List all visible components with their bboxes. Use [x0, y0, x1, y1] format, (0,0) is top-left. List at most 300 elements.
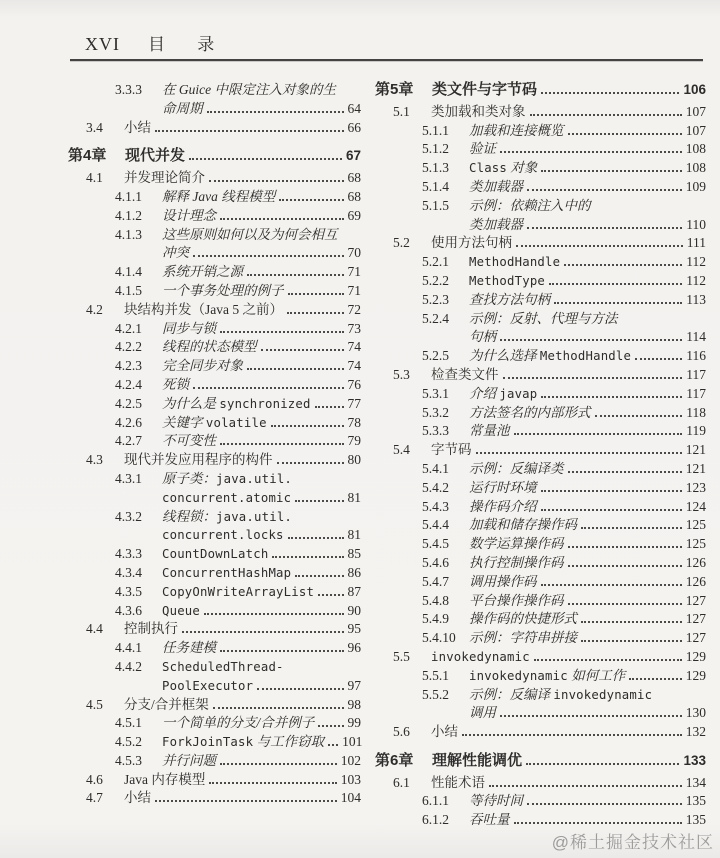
toc-page-number: 74: [347, 339, 361, 355]
dot-leader: [220, 331, 344, 333]
toc-entry-body: [469, 792, 706, 811]
toc-entry-number: 4.1.1: [115, 188, 142, 204]
toc-entry-line: [162, 733, 361, 752]
toc-column-left: [68, 81, 361, 808]
toc-entry-title: 分支/合并框架: [124, 696, 209, 712]
toc-entry-body: [125, 147, 361, 166]
toc-entry-number: 第6章: [375, 751, 414, 769]
dot-leader: [635, 358, 682, 360]
dot-leader: [527, 803, 682, 805]
toc-entry-line: [469, 498, 706, 517]
toc-entry-4.3.2: [68, 508, 361, 546]
toc-entry-body: [431, 234, 706, 253]
toc-entry-4.2.7: [68, 432, 361, 451]
toc-entry-line: [124, 771, 361, 790]
dot-leader: [220, 763, 337, 765]
toc-entry-title: 检查类文件: [431, 366, 499, 382]
toc-entry-5.5.2: [375, 686, 706, 724]
dot-leader: [328, 744, 338, 746]
toc-entry-line: [431, 366, 706, 385]
dot-leader: [193, 387, 344, 389]
dot-leader: [247, 368, 344, 370]
toc-entry-title: Java 内存模型: [124, 771, 206, 787]
toc-entry-continuation: [162, 100, 361, 119]
toc-entry-body: [162, 639, 361, 658]
toc-page-number: 107: [685, 122, 706, 138]
toc-entry-title: Class 对象: [469, 160, 538, 176]
toc-entry-title: 同步与锁: [162, 320, 216, 336]
toc-entry-title: 介绍 javap: [469, 385, 538, 401]
toc-page-number: 135: [685, 793, 706, 809]
toc-entry-body: [469, 422, 706, 441]
toc-entry-line: [469, 554, 706, 573]
toc-entry-4.2.6: [68, 414, 361, 433]
toc-entry-4.6: [68, 771, 361, 790]
dot-leader: [288, 293, 344, 295]
toc-page-number: 127: [685, 611, 706, 627]
toc-entry-title: 并行问题: [162, 752, 216, 768]
toc-entry-number: 4.3.4: [115, 564, 142, 580]
toc-entry-continuation: [469, 704, 706, 723]
toc-entry-title: 块结构并发（Java 5 之前）: [124, 301, 283, 317]
toc-page-number: 111: [686, 235, 706, 251]
toc-entry-line: [469, 535, 706, 554]
toc-entry-6.1: [375, 774, 706, 793]
toc-entry-number: 4.1.5: [115, 282, 142, 298]
toc-entry-body: [162, 564, 361, 583]
toc-entry-5.4.1: [375, 460, 706, 479]
toc-entry-title: 任务建模: [162, 640, 216, 656]
toc-entry-title-continued: concurrent.locks: [162, 528, 284, 543]
toc-entry-number: 4.5.1: [115, 715, 142, 731]
toc-entry-title: 平台操作操作码: [469, 592, 564, 608]
dot-leader: [279, 199, 343, 201]
toc-page-number: 95: [347, 621, 361, 637]
toc-entry-body: [162, 602, 361, 621]
toc-entry-5.4.8: [375, 592, 706, 611]
toc-entry-4.3.4: [68, 564, 361, 583]
toc-entry-line: [469, 140, 706, 159]
toc-entry-5.2.4: [375, 310, 706, 348]
toc-entry-body: [469, 385, 706, 404]
toc-entry-title: 查找方法句柄: [469, 291, 550, 307]
toc-page-number: 121: [685, 460, 706, 476]
toc-entry-title: 数学运算操作码: [469, 536, 564, 552]
toc-entry-6.1.1: [375, 792, 706, 811]
toc-entry-line: [162, 320, 361, 339]
toc-entry-title: 关键字 volatile: [162, 414, 267, 430]
dot-leader: [629, 678, 682, 680]
toc-entry-body: [469, 686, 706, 724]
toc-entry-body: [469, 122, 706, 141]
toc-entry-4.2.1: [68, 320, 361, 339]
toc-entry-body: [124, 169, 361, 188]
dot-leader: [277, 462, 344, 464]
toc-entry-body: [431, 648, 706, 667]
toc-entry-5.1.2: [375, 140, 706, 159]
toc-entry-body: [469, 629, 706, 648]
toc-entry-body: [162, 395, 361, 414]
toc-page-number: 113: [686, 291, 706, 307]
toc-entry-number: 4.4.1: [115, 640, 142, 656]
toc-entry-body: [469, 178, 706, 197]
toc-entry-title: 方法签名的内部形式: [469, 404, 591, 420]
toc-entry-title-continued: PoolExecutor: [162, 678, 254, 693]
toc-entry-5.2.5: [375, 347, 706, 366]
toc-entry-title-continued: 冲突: [162, 245, 189, 261]
toc-entry-line: [431, 441, 706, 460]
toc-page-number: 97: [347, 677, 361, 693]
toc-entry-number: 5.1.1: [422, 122, 449, 138]
toc-entry-4.1: [68, 169, 361, 188]
toc-entry-line: [469, 272, 706, 291]
dot-leader: [568, 471, 682, 473]
toc-page-number: 78: [347, 414, 361, 430]
toc-entry-number: 5.3: [393, 366, 410, 382]
toc-entry-number: 5.5: [393, 648, 410, 664]
toc-entry-4.5: [68, 696, 361, 715]
toc-entry-body: [162, 733, 361, 752]
toc-entry-title: 一个简单的分支/合并例子: [162, 715, 315, 731]
dot-leader: [257, 688, 343, 690]
dot-leader: [500, 151, 682, 153]
toc-entry-line: [431, 648, 706, 667]
toc-entry-title: 线程的状态模型: [162, 339, 257, 355]
toc-entry-5.3.1: [375, 385, 706, 404]
toc-entry-title: Queue: [162, 603, 201, 618]
toc-entry-number: 4.3.1: [115, 470, 142, 486]
toc-entry-line: [162, 545, 361, 564]
toc-entry-line: [469, 686, 706, 705]
toc-page-number: 96: [347, 640, 361, 656]
toc-page-number: 70: [347, 245, 361, 261]
toc-entry-line: [162, 508, 361, 527]
toc-page-number: 101: [342, 734, 363, 750]
toc-entry-number: 5.4.4: [422, 517, 449, 533]
toc-entry-body: [162, 207, 361, 226]
toc-entry-number: 4.3.6: [115, 602, 142, 618]
toc-entry-title: 原子类：java.util.: [162, 470, 293, 486]
toc-entry-body: [469, 592, 706, 611]
toc-entry-5.2.3: [375, 291, 706, 310]
dot-leader: [568, 565, 682, 567]
toc-entry-line: [469, 310, 706, 329]
toc-entry-4.5.2: [68, 733, 361, 752]
toc-entry-title: 加载和连接概览: [469, 122, 564, 138]
toc-entry-line: [162, 432, 361, 451]
toc-page-number: 125: [685, 536, 706, 552]
toc-entry-line: [124, 301, 361, 320]
toc-entry-title: 类文件与字节码: [432, 81, 538, 98]
toc-page-number: 109: [685, 178, 706, 194]
toc-page-number: 117: [686, 385, 706, 401]
toc-entry-4.3.5: [68, 583, 361, 602]
toc-entry-body: [162, 188, 361, 207]
toc-entry-line: [469, 347, 706, 366]
toc-entry-title: 小结: [431, 724, 458, 740]
toc-entry-number: 4.3.2: [115, 508, 142, 524]
toc-entry-line: [162, 226, 361, 245]
toc-entry-line: [162, 207, 361, 226]
toc-entry-title: 现代并发: [125, 147, 186, 165]
toc-entry-title: invokedynamic 如何工作: [469, 667, 626, 683]
toc-entry-title: 线程锁：java.util.: [162, 508, 293, 524]
toc-entry-body: [162, 376, 361, 395]
toc-title: 目 录: [148, 35, 215, 54]
toc-entry-body: [162, 545, 361, 564]
toc-entry-title: 这些原则如何以及为何会相互: [162, 226, 338, 242]
toc-page-number: 87: [347, 583, 361, 599]
toc-entry-title: 不可变性: [162, 433, 216, 449]
dot-leader: [318, 725, 343, 727]
toc-page-number: 129: [685, 667, 706, 683]
toc-entry-4.7: [68, 789, 361, 808]
toc-entry-line: [162, 376, 361, 395]
dot-leader: [500, 339, 682, 341]
toc-entry-line: [469, 122, 706, 141]
toc-page-number: 119: [686, 423, 706, 439]
toc-entry-number: 5.4.10: [422, 630, 456, 646]
toc-entry-title: CountDownLatch: [162, 547, 269, 562]
toc-entry-line: [124, 696, 361, 715]
toc-entry-number: 5.1.5: [422, 197, 449, 213]
toc-page-number: 130: [685, 705, 706, 721]
toc-entry-number: 4.6: [86, 771, 103, 787]
toc-entry-body: [432, 752, 706, 771]
toc-entry-body: [162, 714, 361, 733]
toc-entry-第4章: [68, 147, 361, 166]
toc-entry-line: [162, 357, 361, 376]
toc-entry-title: 小结: [124, 790, 151, 806]
dot-leader: [527, 189, 682, 191]
toc-entry-body: [162, 432, 361, 451]
toc-page-number: 79: [347, 433, 361, 449]
toc-entry-body: [469, 159, 706, 178]
toc-entry-line: [469, 197, 706, 216]
toc-entry-body: [431, 723, 706, 742]
dot-leader: [595, 415, 683, 417]
dot-leader: [271, 425, 344, 427]
toc-entry-4.5.3: [68, 752, 361, 771]
toc-page-number: 81: [347, 489, 361, 505]
toc-entry-body: [124, 301, 361, 320]
toc-entry-5.3.3: [375, 422, 706, 441]
toc-entry-number: 5.6: [393, 724, 410, 740]
toc-entry-line: [125, 147, 361, 166]
toc-entry-5.4.9: [375, 610, 706, 629]
toc-page-number: 64: [347, 100, 361, 116]
toc-entry-number: 3.4: [86, 119, 103, 135]
toc-entry-title: 并发理论简介: [124, 170, 205, 186]
toc-entry-number: 4.3.3: [115, 546, 142, 562]
toc-entry-body: [469, 197, 706, 235]
toc-entry-title: 吞吐量: [469, 812, 510, 828]
toc-entry-4.3.1: [68, 470, 361, 508]
toc-entry-5.4.7: [375, 573, 706, 592]
toc-entry-title: 设计理念: [162, 207, 216, 223]
toc-entry-number: 4.1.2: [115, 207, 142, 223]
toc-entry-body: [162, 226, 361, 264]
toc-entry-line: [469, 178, 706, 197]
toc-entry-line: [162, 602, 361, 621]
toc-entry-body: [469, 404, 706, 423]
toc-entry-line: [432, 752, 706, 771]
toc-page-number: 85: [347, 546, 361, 562]
toc-entry-title: 操作码的快捷形式: [469, 611, 577, 627]
toc-entry-line: [469, 573, 706, 592]
toc-entry-title: 系统开销之源: [162, 264, 243, 280]
page-header: [85, 30, 703, 55]
toc-entry-continuation: [162, 489, 361, 508]
toc-entry-number: 5.4.6: [422, 554, 449, 570]
toc-entry-line: [469, 422, 706, 441]
toc-entry-number: 4.2.1: [115, 320, 142, 336]
toc-entry-number: 5.4.9: [422, 611, 449, 627]
header-page-number: XVI: [85, 34, 120, 54]
toc-entry-line: [162, 188, 361, 207]
toc-entry-body: [469, 479, 706, 498]
dot-leader: [182, 631, 344, 633]
toc-entry-number: 5.4.1: [422, 460, 449, 476]
toc-page-number: 126: [685, 554, 706, 570]
toc-entry-title: 加载和储存操作码: [469, 517, 577, 533]
toc-entry-title: ConcurrentHashMap: [162, 565, 292, 580]
toc-entry-body: [124, 696, 361, 715]
toc-entry-title: 示例：反编译 invokedynamic: [469, 686, 653, 702]
toc-entry-body: [469, 460, 706, 479]
dot-leader: [534, 659, 682, 661]
toc-entry-number: 5.1: [393, 103, 410, 119]
toc-page-number: 106: [683, 82, 706, 97]
toc-entry-line: [469, 253, 706, 272]
toc-page-number: 129: [685, 648, 706, 664]
toc-page-number: 66: [347, 119, 361, 135]
toc-entry-line: [469, 792, 706, 811]
toc-page-number: 90: [347, 602, 361, 618]
toc-entry-title: 类加载器: [469, 178, 523, 194]
dot-leader: [516, 245, 683, 247]
toc-entry-5.4.4: [375, 516, 706, 535]
toc-entry-body: [162, 282, 361, 301]
toc-entry-3.4: [68, 119, 361, 138]
dot-leader: [209, 782, 336, 784]
toc-entry-body: [469, 498, 706, 517]
toc-entry-number: 4.1.3: [115, 226, 142, 242]
toc-entry-line: [469, 516, 706, 535]
toc-entry-title: ScheduledThread-: [162, 659, 284, 674]
dot-leader: [581, 621, 682, 623]
toc-entry-line: [431, 234, 706, 253]
toc-entry-5.4.5: [375, 535, 706, 554]
watermark: @稀土掘金技术社区: [551, 833, 714, 852]
toc-entry-number: 4.1: [86, 170, 103, 186]
toc-entry-title: 死锁: [162, 376, 189, 392]
toc-page-number: 135: [685, 812, 706, 828]
dot-leader: [209, 180, 344, 182]
toc-entry-body: [124, 451, 361, 470]
toc-entry-title: 完全同步对象: [162, 358, 243, 374]
dot-leader: [489, 785, 682, 787]
toc-entry-continuation: [469, 216, 706, 235]
toc-entry-number: 4.2.4: [115, 376, 142, 392]
toc-entry-title: 解释 Java 线程模型: [162, 188, 276, 204]
dot-leader: [526, 763, 679, 765]
dot-leader: [527, 227, 682, 229]
dot-leader: [220, 650, 344, 652]
toc-page-number: 112: [686, 272, 706, 288]
toc-page-number: 126: [685, 573, 706, 589]
toc-entry-5.1: [375, 103, 706, 122]
toc-entry-title: ForkJoinTask 与工作窃取: [162, 734, 325, 750]
toc-page-number: 107: [685, 103, 706, 119]
toc-entry-number: 4.2.3: [115, 358, 142, 374]
toc-page-number: 134: [685, 774, 706, 790]
toc-entry-body: [162, 658, 361, 696]
toc-entry-number: 4.4.2: [115, 658, 142, 674]
toc-entry-line: [469, 629, 706, 648]
toc-entry-body: [469, 347, 706, 366]
toc-entry-line: [469, 385, 706, 404]
toc-entry-body: [162, 320, 361, 339]
toc-entry-title: 常量池: [469, 423, 510, 439]
toc-entry-title: 为什么选择 MethodHandle: [469, 348, 632, 364]
dot-leader: [541, 509, 682, 511]
toc-entry-5.5.1: [375, 667, 706, 686]
toc-entry-line: [431, 103, 706, 122]
toc-entry-body: [431, 441, 706, 460]
toc-entry-4.1.3: [68, 226, 361, 264]
toc-entry-body: [431, 366, 706, 385]
toc-entry-title: 验证: [469, 141, 496, 157]
toc-page-number: 99: [347, 715, 361, 731]
toc-entry-line: [124, 119, 361, 138]
toc-entry-5.4.2: [375, 479, 706, 498]
toc-entry-title: 一个事务处理的例子: [162, 282, 284, 298]
toc-entry-title: invokedynamic: [431, 649, 530, 664]
toc-entry-number: 3.3.3: [115, 82, 142, 97]
dot-leader: [155, 800, 337, 802]
toc-entry-4.1.4: [68, 263, 361, 282]
toc-entry-title: 示例：依赖注入中的: [469, 197, 591, 213]
toc-entry-body: [162, 583, 361, 602]
toc-page-number: 74: [347, 358, 361, 374]
toc-entry-body: [469, 535, 706, 554]
toc-entry-line: [162, 414, 361, 433]
toc-entry-number: 4.2.6: [115, 414, 142, 430]
toc-entry-line: [469, 479, 706, 498]
toc-entry-line: [469, 610, 706, 629]
toc-page-number: 127: [685, 630, 706, 646]
toc-entry-body: [469, 610, 706, 629]
toc-entry-number: 4.2.5: [115, 395, 142, 411]
toc-entry-number: 5.2.3: [422, 291, 449, 307]
toc-entry-body: [162, 508, 361, 546]
toc-entry-body: [162, 263, 361, 282]
toc-entry-4.3.6: [68, 602, 361, 621]
toc-entry-number: 5.2.4: [422, 310, 449, 326]
toc-page-number: 108: [685, 141, 706, 157]
toc-entry-4.3: [68, 451, 361, 470]
toc-entry-title-continued: 命周期: [162, 100, 203, 116]
toc-entry-title: 性能术语: [431, 774, 485, 790]
dot-leader: [541, 396, 682, 398]
toc-entry-5.4.6: [375, 554, 706, 573]
toc-page-number: 118: [686, 404, 706, 420]
dot-leader: [261, 349, 344, 351]
toc-entry-title-continued: 调用: [469, 705, 496, 721]
toc-entry-4.1.5: [68, 282, 361, 301]
toc-entry-4.3.3: [68, 545, 361, 564]
